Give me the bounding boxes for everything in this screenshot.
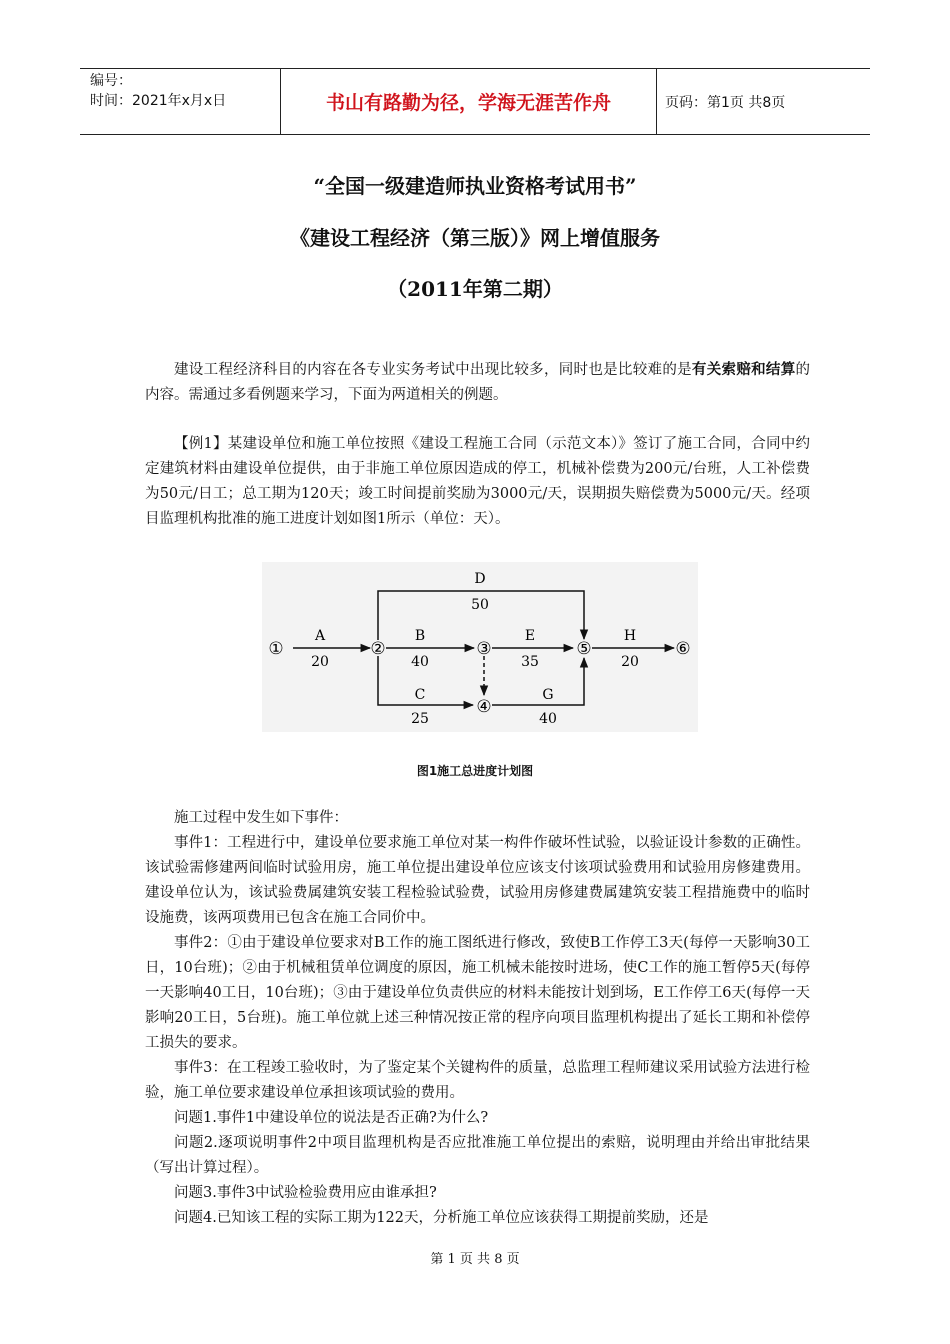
activity-E-name: E: [524, 628, 536, 644]
intro-paragraph: [145, 357, 810, 408]
header-page-info: 页码：第1页 共8页: [665, 94, 786, 111]
question-3: 问题3.事件3中试验检验费用应由谁承担?: [174, 1185, 437, 1201]
example-1-text: 【例1】某建设单位和施工单位按照《建设工程施工合同（示范文本）》签订了施工合同，合同中约定建筑材料由建设单位提供，由于非施工单位原因造成的停工，机械补偿费为200元/台班，人工补偿费为50元/日工；总工期为120天；竣工时间提前奖励为3000元/天，误期损失赔偿费为5000元/天。经项目监理机构批准的施工进度计划如图1所示（单位：天）。: [145, 436, 810, 527]
node-2: ②: [370, 639, 386, 659]
title-line-2: 《建设工程经济（第三版）》网上增值服务: [290, 226, 660, 250]
activity-A-duration: 20: [311, 654, 329, 670]
node-4: ④: [476, 697, 492, 717]
activity-B-name: B: [414, 628, 426, 644]
node-1: ①: [268, 639, 284, 659]
page-header: [80, 68, 870, 135]
header-motto: 书山有路勤为径，学海无涯苦作舟: [280, 69, 657, 134]
event-2: 事件2：①由于建设单位要求对B工作的施工图纸进行修改，致使B工作停工3天(每停一天影响30工日，10台班)；②由于机械租赁单位调度的原因，施工机械未能按时进场，使C工作的施工暂停5天(每停一天影响40工日，10台班)；③由于建设单位负责供应的材料未能按计划到场，E工作停工6天(每停一天影响20工日，5台班)。施工单位就上述三种情况按正常的程序向项目监理机构提出了延长工期和补偿停工损失的要求。: [145, 935, 810, 1051]
title-line-1: “全国一级建造师执业资格考试用书”: [313, 174, 637, 198]
events-section: [145, 806, 810, 1231]
activity-E-duration: 35: [521, 654, 539, 670]
intro-part-2: 的内容。需通过多看例题来学习，下面为两道相关的例题。: [145, 362, 811, 403]
header-meta: [80, 69, 280, 134]
example-1-paragraph: [145, 432, 810, 532]
activity-G-duration: 40: [539, 711, 557, 727]
activity-H-duration: 20: [621, 654, 639, 670]
question-1: 问题1.事件1中建设单位的说法是否正确?为什么?: [174, 1110, 489, 1126]
title-line-3: （2011年第二期）: [387, 277, 563, 301]
activity-G-name: G: [542, 687, 554, 703]
activity-D-name: D: [474, 571, 486, 587]
page-footer: 第 1 页 共 8 页: [430, 1252, 520, 1267]
document-date: 时间：2021年x月x日: [90, 93, 227, 109]
figure-caption: 图1施工总进度计划图: [416, 764, 534, 778]
event-1: 事件1：工程进行中，建设单位要求施工单位对某一构件作破坏性试验，以验证设计参数的正确性。该试验需修建两间临时试验用房，施工单位提出建设单位应该支付该项试验费用和试验用房修建费用。建设单位认为，该试验费属建筑安装工程检验试验费，试验用房修建费属建筑安装工程措施费中的临时设施费，该两项费用已包含在施工合同价中。: [145, 835, 810, 926]
activity-D-duration: 50: [471, 597, 489, 613]
activity-H-name: H: [623, 628, 637, 644]
node-5: ⑤: [576, 639, 592, 659]
activity-C-name: C: [414, 687, 426, 703]
intro-text: [145, 357, 810, 408]
question-4: 问题4.已知该工程的实际工期为122天，分析施工单位应该获得工期提前奖励，还是: [174, 1210, 709, 1226]
intro-part-1: 建设工程经济科目的内容在各专业实务考试中出现比较多，同时也是比较难的是: [174, 362, 692, 378]
intro-bold: 有关索赔和结算: [691, 361, 796, 378]
node-3: ③: [476, 639, 492, 659]
node-6: ⑥: [675, 639, 691, 659]
question-2: 问题2.逐项说明事件2中项目监理机构是否应批准施工单位提出的索赔，说明理由并给出审批结果（写出计算过程）。: [145, 1135, 810, 1176]
events-intro: 施工过程中发生如下事件：: [174, 810, 348, 826]
event-3: 事件3：在工程竣工验收时，为了鉴定某个关键构件的质量，总监理工程师建议采用试验方法进行检验，施工单位要求建设单位承担该项试验的费用。: [145, 1060, 810, 1101]
activity-B-duration: 40: [411, 654, 429, 670]
activity-A-name: A: [314, 628, 326, 644]
document-code: 编号：: [90, 73, 132, 89]
activity-C-duration: 25: [411, 711, 429, 727]
network-diagram: [262, 562, 698, 732]
